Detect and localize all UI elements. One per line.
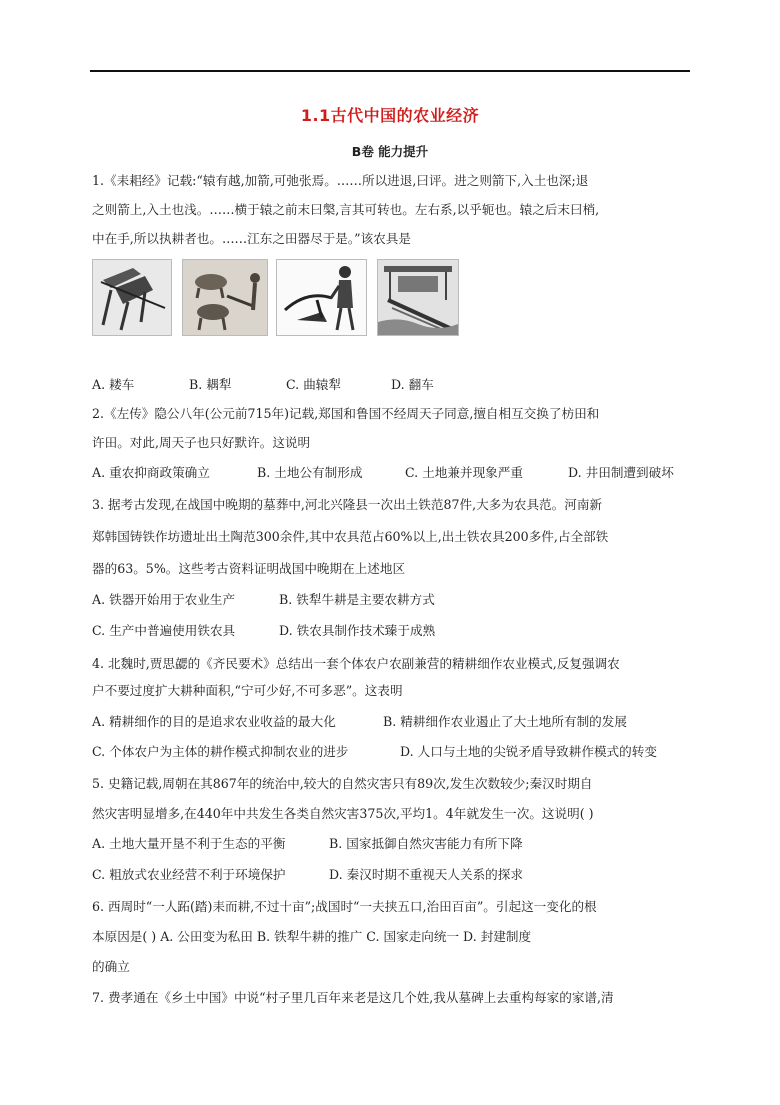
q6-line-2: 本原因是( ) A. 公田变为私田 B. 铁犁牛耕的推广 C. 国家走向统一 D. 封建制度 [92,929,532,944]
q3-line-2: 郑韩国铸铁作坊遗址出土陶范300余件,其中农具范占60%以上,出土铁农具200多件,占全部铁 [92,529,609,544]
q5-option-a: A. 土地大量开垦不利于生态的平衡 [92,836,286,851]
q1-option-c: C. 曲辕犁 [286,377,341,392]
q1-line-3: 中在手,所以执耕者也。……江东之田器尽于是。”该农具是 [92,231,411,246]
q7-line-1: 7. 费孝通在《乡土中国》中说“村子里几百年来老是这几个姓,我从墓碑上去重构每家的家谱,清 [92,990,614,1005]
q5-option-c: C. 粗放式农业经营不利于环境保护 [92,867,286,882]
q3-line-1: 3. 据考古发现,在战国中晚期的墓葬中,河北兴隆县一次出土铁范87件,大多为农具范。河南新 [92,497,603,512]
ox-plough-image [182,259,268,336]
q2-line-2: 许田。对此,周天子也只好默许。这说明 [92,435,311,450]
q4-line-1: 4. 北魏时,贾思勰的《齐民要术》总结出一套个体农户农副兼营的精耕细作农业模式,反复强调农 [92,656,620,671]
q1-line-1: 1.《耒耜经》记载:“辕有越,加箭,可弛张焉。……所以进退,曰评。进之则箭下,入土也深;退 [92,173,589,188]
q2-line-1: 2.《左传》隐公八年(公元前715年)记载,郑国和鲁国不经周天子同意,擅自相互交换了枋田和 [92,406,600,421]
waterwheel-image [377,259,459,336]
q5-option-d: D. 秦汉时期不重视天人关系的探求 [329,867,523,882]
q3-option-d: D. 铁农具制作技术臻于成熟 [279,623,436,638]
q1-option-a: A. 耧车 [92,377,135,392]
q3-option-c: C. 生产中普遍使用铁农具 [92,623,236,638]
q5-option-b: B. 国家抵御自然灾害能力有所下降 [329,836,523,851]
q4-line-2: 户不要过度扩大耕种面积,“宁可少好,不可多恶”。这表明 [92,683,403,698]
q1-line-2: 之则箭上,入土也浅。……横于辕之前末曰槃,言其可转也。左右系,以乎轭也。辕之后末曰梢, [92,202,600,217]
curved-plough-image [276,259,367,336]
header-rule [90,70,690,72]
q3-option-b: B. 铁犁牛耕是主要农耕方式 [279,592,435,607]
page-title: 1.1古代中国的农业经济 [300,106,480,125]
section-subtitle: B卷 能力提升 [351,144,429,159]
seed-drill-image [92,259,172,336]
q5-line-1: 5. 史籍记载,周朝在其867年的统治中,较大的自然灾害只有89次,发生次数较少;秦汉时期自 [92,776,593,791]
q4-option-a: A. 精耕细作的目的是追求农业收益的最大化 [92,714,336,729]
q2-option-b: B. 土地公有制形成 [257,465,363,480]
q6-line-3: 的确立 [92,959,130,974]
q6-line-1: 6. 西周时“一人跖(踏)耒而耕,不过十亩”;战国时“一夫挟五口,治田百亩”。引起这一变化的根 [92,899,597,914]
q1-option-d: D. 翻车 [391,377,434,392]
q1-option-b: B. 耦犁 [189,377,232,392]
q2-option-d: D. 井田制遭到破坏 [568,465,674,480]
q4-option-c: C. 个体农户为主体的耕作模式抑制农业的进步 [92,744,349,759]
q2-option-c: C. 土地兼并现象严重 [405,465,523,480]
q4-option-b: B. 精耕细作农业遏止了大土地所有制的发展 [383,714,627,729]
q3-line-3: 器的63。5%。这些考古资料证明战国中晚期在上述地区 [92,561,406,576]
q5-line-2: 然灾害明显增多,在440年中共发生各类自然灾害375次,平均1。4年就发生一次。这说明( ) [92,806,594,821]
q4-option-d: D. 人口与土地的尖锐矛盾导致耕作模式的转变 [400,744,657,759]
q2-option-a: A. 重农抑商政策确立 [92,465,210,480]
q3-option-a: A. 铁器开始用于农业生产 [92,592,236,607]
